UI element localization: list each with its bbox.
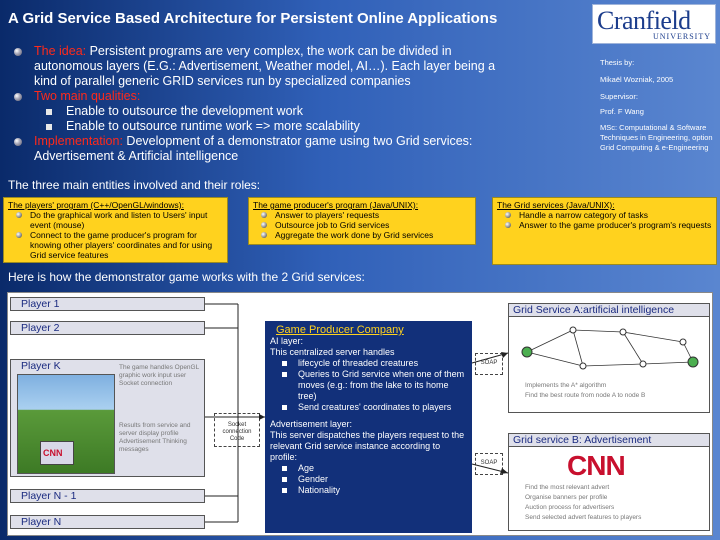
list-item: Age — [270, 463, 467, 474]
entities-heading: The three main entities involved and their roles: — [8, 178, 261, 192]
service-a-note: Implements the A* algorithm — [525, 382, 607, 389]
service-b-note: Find the most relevant advert — [525, 484, 610, 491]
player-k-note-top: The game handles OpenGL graphic work input user Socket connection — [119, 364, 199, 387]
page-title: A Grid Service Based Architecture for Persistent Online Applications — [8, 10, 498, 27]
list-item: Answer to players' requests — [253, 210, 471, 220]
architecture-diagram — [7, 292, 713, 536]
thesis-by-label: Thesis by: — [600, 58, 635, 67]
demo-heading: Here is how the demonstrator game works with the 2 Grid services: — [8, 270, 365, 284]
players-program-heading: The players' program (C++/OpenGL/windows): — [8, 200, 184, 210]
list-item: Outsource job to Grid services — [253, 220, 471, 230]
player-k-label: Player K — [21, 360, 61, 372]
quality-item: Enable to outsource the development work — [14, 104, 514, 119]
list-item: Do the graphical work and listen to Users' input event (mouse) — [8, 210, 223, 230]
idea-label: The idea: — [34, 44, 87, 58]
service-b-note: Organise banners per profile — [525, 494, 608, 501]
soap-connection-b: SOAP — [475, 453, 503, 475]
idea-bullet — [14, 44, 514, 89]
qualities-bullet — [14, 89, 514, 104]
grid-services-heading: The Grid services (Java/UNIX): — [497, 200, 615, 210]
quality-item: Enable to outsource runtime work => more scalability — [14, 119, 514, 134]
list-item: Nationality — [270, 485, 467, 496]
implementation-bullet — [14, 134, 514, 164]
implementation-label: Implementation: — [34, 134, 123, 148]
list-item: Aggregate the work done by Grid services — [253, 230, 471, 240]
intro-bullets — [14, 44, 514, 164]
player-n-minus-1-box: Player N - 1 — [10, 489, 205, 503]
list-item: Send creatures' coordinates to players — [270, 402, 467, 413]
cnn-logo: CNN — [567, 450, 625, 481]
ad-layer-intro: This server dispatches the players request to the relevant Grid service instance according to profile: — [270, 430, 465, 462]
grid-services-box — [492, 197, 717, 265]
list-item: Gender — [270, 474, 467, 485]
idea-text: Persistent programs are very complex, the work can be divided in autonomous layers (E.G.: Advertisement, Weather model, AI…). Each layer being a kind of parallel generic GRID services run by specialized companies — [34, 44, 496, 88]
ai-layer-intro: This centralized server handles — [270, 347, 395, 357]
list-item: Handle a narrow category of tasks — [497, 210, 712, 220]
player-2-box: Player 2 — [10, 321, 205, 335]
cranfield-logo — [592, 4, 716, 44]
ai-layer-label: AI layer: — [270, 336, 304, 346]
list-item: Queries to Grid service when one of them moves (e.g.: from the lake to its home tree) — [270, 369, 467, 402]
qualities-label: Two main qualities: — [34, 89, 141, 103]
list-item: lifecycle of threaded creatures — [270, 358, 467, 369]
soap-connection-a: SOAP — [475, 353, 503, 375]
logo-subtitle: UNIVERSITY — [653, 32, 711, 41]
list-item: Answer to the game producer's program's requests — [497, 220, 712, 230]
game-producer-heading: The game producer's program (Java/UNIX): — [253, 200, 419, 210]
gpc-title: Game Producer Company — [276, 324, 404, 336]
implementation-text: Development of a demonstrator game using two Grid services: Advertisement & Artificial intelligence — [34, 134, 473, 163]
ad-layer-label: Advertisement layer: — [270, 419, 353, 429]
cnn-billboard-logo: CNN — [43, 448, 63, 458]
supervisor-name: Prof. F Wang — [600, 107, 644, 116]
service-a-note: Find the best route from node A to node B — [525, 392, 646, 399]
logo-wordmark: Cranfield — [597, 6, 691, 35]
list-item: Connect to the game producer's program for knowing other players' coordinates and for using Grid service features — [8, 230, 223, 260]
player-n-box: Player N — [10, 515, 205, 529]
connector-arrows — [8, 293, 714, 537]
author-name: Mikaël Wozniak, 2005 — [600, 75, 674, 84]
service-b-note: Send selected advert features to players — [525, 514, 642, 521]
grid-service-b-title: Grid service B: Advertisement — [509, 434, 709, 447]
degree-info: MSc: Computational & Software Techniques in Engineering, option Grid Computing & e-Engineering — [600, 123, 713, 152]
grid-service-a-title: Grid Service A:artificial intelligence — [509, 304, 709, 317]
player-1-box: Player 1 — [10, 297, 205, 311]
supervisor-label: Supervisor: — [600, 92, 638, 101]
players-program-box — [3, 197, 228, 263]
service-b-note: Auction process for advertisers — [525, 504, 615, 511]
game-producer-box — [248, 197, 476, 245]
player-k-note-bottom: Results from service and server display profile Advertisement Thinking messages — [119, 422, 191, 453]
socket-note: Socket connection Code — [214, 413, 260, 447]
